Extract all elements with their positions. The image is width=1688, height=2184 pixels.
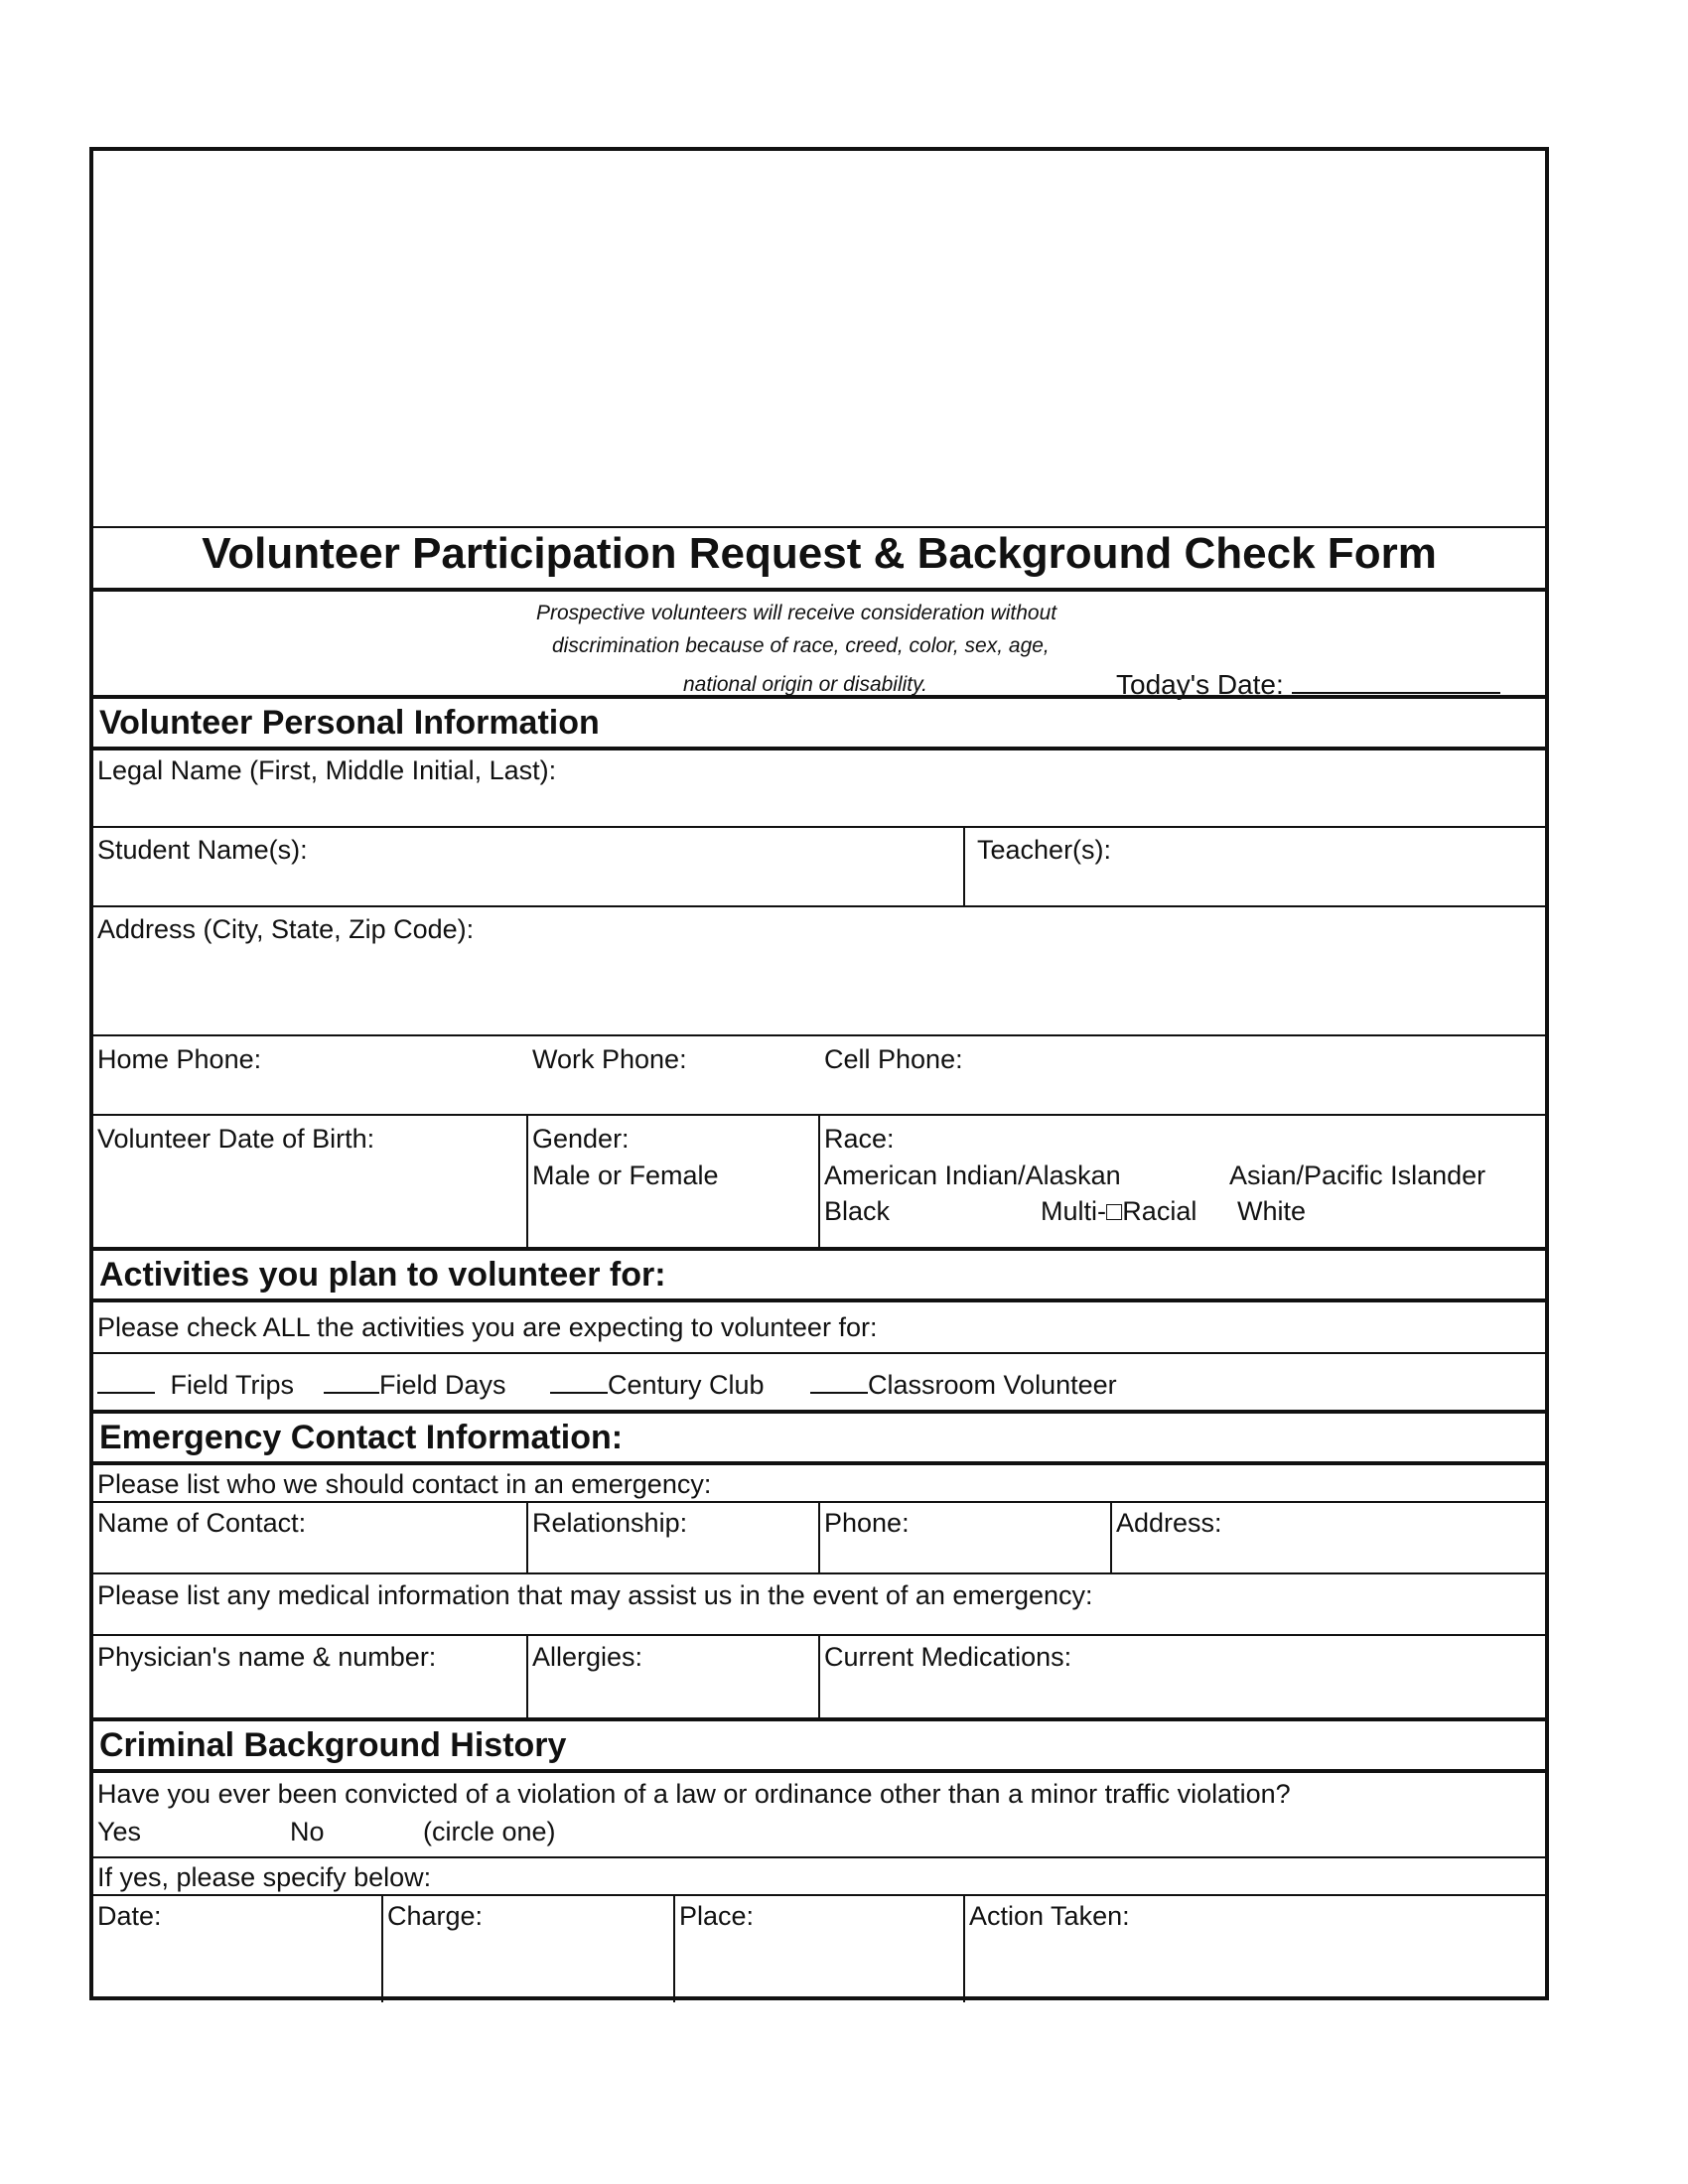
race-option-black[interactable]: Black — [824, 1196, 891, 1226]
legal-name-label: Legal Name (First, Middle Initial, Last): — [97, 755, 557, 785]
activities-instruction: Please check ALL the activities you are expecting to volunteer for: — [97, 1312, 878, 1342]
work-phone-label: Work Phone: — [532, 1044, 687, 1074]
activity-label: Century Club — [608, 1370, 765, 1400]
medications-label: Current Medications: — [824, 1642, 1072, 1672]
activity-field-trips[interactable] — [97, 1370, 294, 1400]
charge-label: Charge: — [387, 1901, 484, 1931]
notice-line-1: Prospective volunteers will receive consideration without — [536, 602, 1057, 624]
activity-century-club[interactable] — [550, 1370, 765, 1400]
specify-instruction: If yes, please specify below: — [97, 1862, 432, 1892]
teachers-label: Teacher(s): — [977, 835, 1112, 865]
home-phone-label: Home Phone: — [97, 1044, 262, 1074]
volunteer-form — [89, 147, 1549, 2000]
race-option-american-indian[interactable]: American Indian/Alaskan — [824, 1160, 1121, 1190]
divider — [381, 1894, 383, 2002]
section-activities-heading: Activities you plan to volunteer for: — [99, 1256, 666, 1294]
address-label: Address (City, State, Zip Code): — [97, 914, 475, 944]
physician-label: Physician's name & number: — [97, 1642, 437, 1672]
dob-label: Volunteer Date of Birth: — [97, 1124, 375, 1154]
conviction-question: Have you ever been convicted of a violation of a law or ordinance other than a minor traffic violation? — [97, 1779, 1291, 1809]
divider — [93, 588, 1545, 592]
checkbox-blank[interactable] — [810, 1372, 868, 1394]
divider — [818, 1634, 820, 1719]
activity-label: Field Trips — [170, 1370, 295, 1400]
activity-label: Field Days — [379, 1370, 506, 1400]
contact-phone-label: Phone: — [824, 1508, 910, 1538]
race-label: Race: — [824, 1124, 895, 1154]
contact-address-label: Address: — [1116, 1508, 1222, 1538]
todays-date-label: Today's Date: — [1116, 669, 1284, 700]
activity-label: Classroom Volunteer — [868, 1370, 1117, 1400]
divider — [93, 1461, 1545, 1465]
checkbox-blank[interactable] — [97, 1372, 155, 1394]
divider — [963, 826, 965, 907]
conviction-date-label: Date: — [97, 1901, 162, 1931]
divider — [526, 1501, 528, 1574]
answer-no[interactable]: No — [290, 1817, 325, 1846]
divider — [963, 1894, 965, 2002]
activity-classroom-volunteer[interactable] — [810, 1370, 1117, 1400]
notice-line-3: national origin or disability. — [683, 673, 927, 696]
divider — [93, 1856, 1545, 1858]
gender-label: Gender: — [532, 1124, 630, 1154]
medical-instruction: Please list any medical information that may assist us in the event of an emergency: — [97, 1580, 1093, 1610]
divider — [1110, 1501, 1112, 1574]
divider — [93, 526, 1545, 528]
place-label: Place: — [679, 1901, 755, 1931]
cell-phone-label: Cell Phone: — [824, 1044, 963, 1074]
divider — [93, 1894, 1545, 1896]
divider — [818, 1501, 820, 1574]
divider — [93, 1769, 1545, 1773]
student-names-label: Student Name(s): — [97, 835, 308, 865]
race-option-white[interactable]: White — [1237, 1196, 1307, 1226]
section-emergency-heading: Emergency Contact Information: — [99, 1419, 624, 1456]
section-criminal-heading: Criminal Background History — [99, 1726, 567, 1764]
divider — [526, 1634, 528, 1719]
divider — [93, 905, 1545, 907]
divider — [93, 826, 1545, 828]
form-title: Volunteer Participation Request & Background Check Form — [202, 529, 1437, 578]
action-taken-label: Action Taken: — [969, 1901, 1130, 1931]
divider — [93, 1034, 1545, 1036]
contact-name-label: Name of Contact: — [97, 1508, 307, 1538]
divider — [93, 1410, 1545, 1414]
divider — [93, 747, 1545, 751]
gender-options[interactable]: Male or Female — [532, 1160, 719, 1190]
todays-date-field[interactable] — [1116, 668, 1500, 700]
circle-one-note: (circle one) — [423, 1817, 556, 1846]
checkbox-blank[interactable] — [324, 1372, 379, 1394]
race-option-multi[interactable]: Multi-□Racial — [1041, 1196, 1197, 1226]
race-option-asian[interactable]: Asian/Pacific Islander — [1229, 1160, 1486, 1190]
divider — [526, 1114, 528, 1249]
notice-line-2: discrimination because of race, creed, color, sex, age, — [552, 634, 1050, 657]
divider — [818, 1114, 820, 1249]
todays-date-blank[interactable] — [1292, 668, 1500, 694]
activity-field-days[interactable] — [324, 1370, 506, 1400]
divider — [673, 1894, 675, 2002]
emergency-instruction: Please list who we should contact in an emergency: — [97, 1469, 712, 1499]
checkbox-blank[interactable] — [550, 1372, 608, 1394]
relationship-label: Relationship: — [532, 1508, 688, 1538]
section-personal-heading: Volunteer Personal Information — [99, 704, 600, 742]
answer-yes[interactable]: Yes — [97, 1817, 142, 1846]
allergies-label: Allergies: — [532, 1642, 643, 1672]
divider — [93, 1298, 1545, 1302]
divider — [93, 1352, 1545, 1354]
